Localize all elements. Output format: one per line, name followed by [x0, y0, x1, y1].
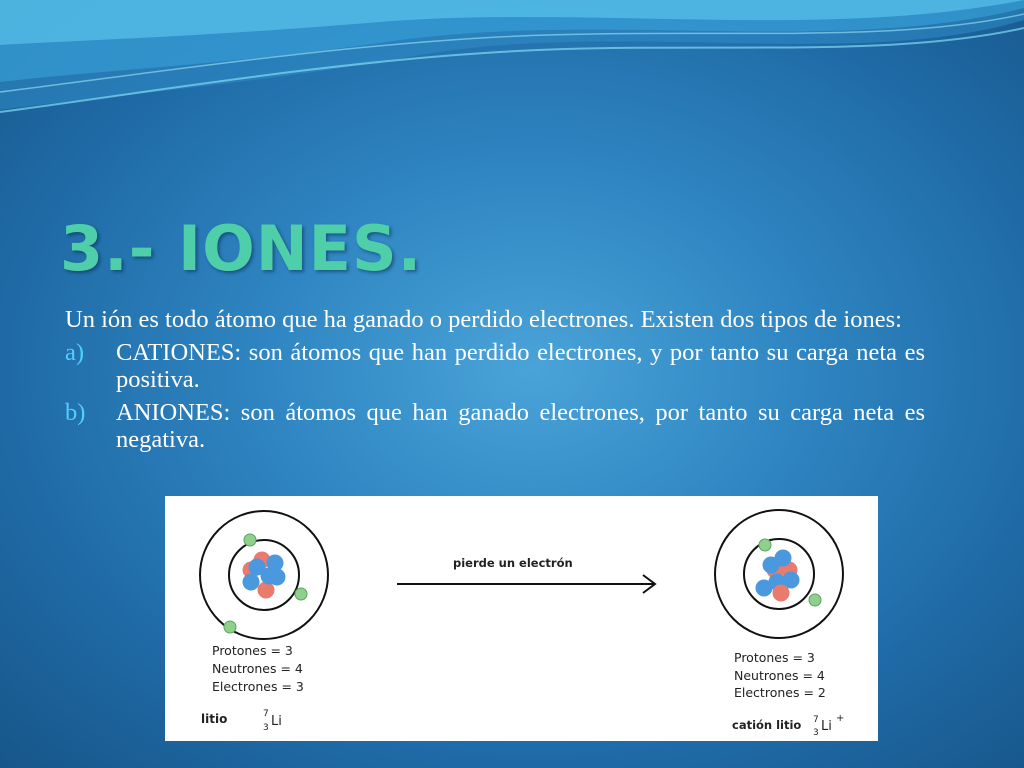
arrow-label: pierde un electrón [453, 556, 573, 570]
list-item-aniones [65, 399, 925, 453]
slide-content [65, 306, 925, 459]
wave-decoration [0, 0, 1024, 130]
ion-diagram-image [165, 496, 878, 741]
right-electrons-label: Electrones = 2 [734, 685, 826, 700]
left-mass-number: 7 [263, 709, 269, 719]
list-item-text: CATIONES: son átomos que han perdido electrones, y por tanto su carga neta es positiva. [116, 339, 925, 393]
right-element-symbol: Li [821, 719, 832, 734]
nucleus-icon [243, 552, 286, 599]
lithium-cation-atom [715, 510, 843, 638]
left-protons-label: Protones = 3 [212, 643, 293, 658]
right-charge-label: + [836, 713, 845, 724]
intro-paragraph: Un ión es todo átomo que ha ganado o perdido electrones. Existen dos tipos de iones: [65, 306, 902, 333]
right-protons-label: Protones = 3 [734, 650, 815, 665]
left-atom-name: litio [201, 712, 228, 726]
list-item-cationes [65, 339, 925, 393]
right-arrow-icon [397, 575, 655, 593]
electron-icon [295, 588, 307, 600]
right-atomic-number: 3 [813, 728, 819, 738]
lithium-atom [200, 511, 328, 639]
left-neutrons-label: Neutrones = 4 [212, 661, 303, 676]
electron-icon [809, 594, 821, 606]
right-mass-number: 7 [813, 715, 819, 725]
left-electrons-label: Electrones = 3 [212, 679, 304, 694]
list-marker: b) [65, 399, 86, 426]
right-atom-name: catión litio [732, 718, 802, 732]
slide-title: 3.- IONES. [60, 212, 423, 285]
list-marker: a) [65, 339, 85, 366]
list-item-text: ANIONES: son átomos que han ganado electrones, por tanto su carga neta es negativa. [116, 399, 925, 453]
right-neutrons-label: Neutrones = 4 [734, 668, 825, 683]
electron-icon [244, 534, 256, 546]
left-element-symbol: Li [271, 714, 282, 729]
electron-icon [759, 539, 771, 551]
left-atomic-number: 3 [263, 723, 269, 733]
electron-icon [224, 621, 236, 633]
nucleus-icon [756, 550, 800, 602]
